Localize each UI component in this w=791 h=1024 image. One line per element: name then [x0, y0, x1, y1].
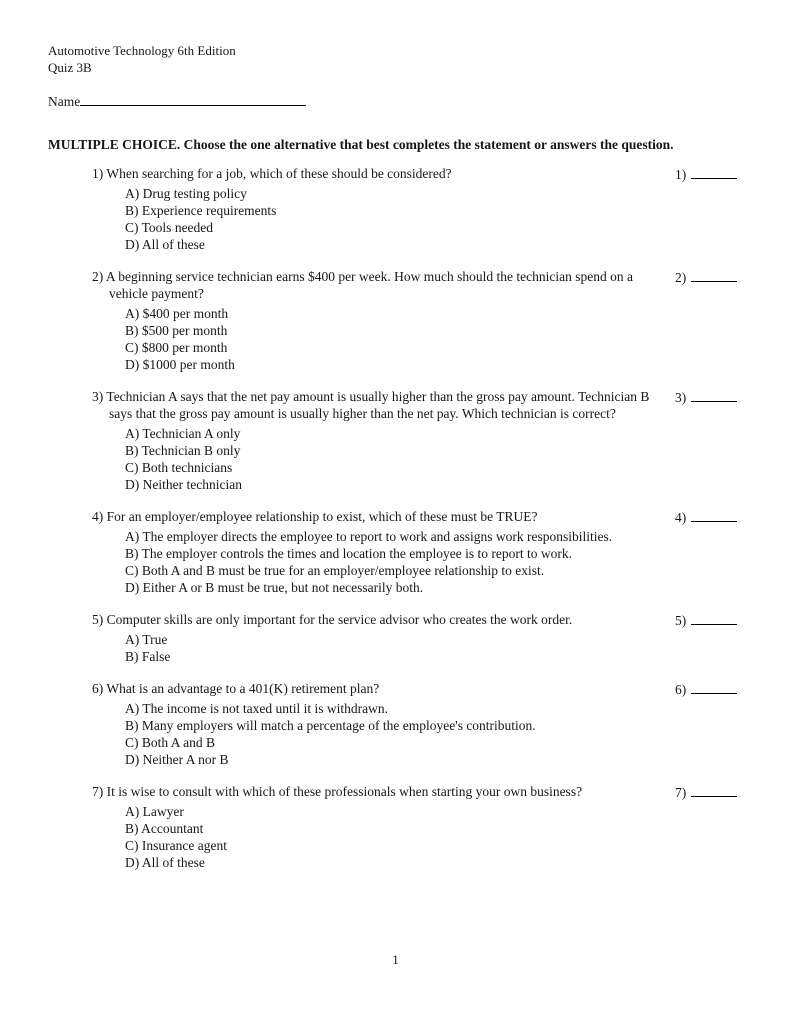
answer-number: 1)	[675, 167, 687, 182]
choice: C) Insurance agent	[125, 838, 227, 853]
question	[92, 508, 745, 596]
question-number: 7)	[92, 784, 104, 799]
question-body	[92, 611, 675, 665]
choice: A) The employer directs the employee to report to work and assigns work responsibilities.	[125, 529, 613, 544]
quiz-number: Quiz 3B	[48, 60, 92, 75]
question-stem: Computer skills are only important for the service advisor who creates the work order.	[106, 612, 573, 627]
question-stem: For an employer/employee relationship to exist, which of these must be TRUE?	[106, 509, 538, 524]
choice-list	[92, 528, 665, 596]
choice-list	[92, 305, 665, 373]
choice: A) Drug testing policy	[125, 186, 247, 201]
question-number: 4)	[92, 509, 104, 524]
choice: B) False	[125, 649, 171, 664]
name-label: Name	[48, 94, 81, 109]
question-stem-line	[92, 508, 665, 525]
choice: B) $500 per month	[125, 323, 228, 338]
answer-slot	[675, 165, 745, 183]
book-title: Automotive Technology 6th Edition	[48, 43, 236, 58]
choice: A) True	[125, 632, 168, 647]
instructions-text: MULTIPLE CHOICE. Choose the one alternative that best completes the statement or answers the question.	[48, 137, 674, 152]
page-number: 1	[392, 952, 399, 967]
name-blank-line	[80, 92, 306, 106]
question-number: 3)	[92, 389, 104, 404]
question-stem-line	[92, 388, 665, 422]
answer-blank-line	[691, 268, 737, 282]
question-number: 2)	[92, 269, 104, 284]
answer-slot	[675, 611, 745, 629]
choice-list	[92, 185, 665, 253]
answer-number: 6)	[675, 682, 687, 697]
question-number: 1)	[92, 166, 104, 181]
choice: B) Experience requirements	[125, 203, 277, 218]
choice: B) Many employers will match a percentage of the employee's contribution.	[125, 718, 536, 733]
question	[92, 680, 745, 768]
question	[92, 611, 745, 665]
choice: D) Either A or B must be true, but not necessarily both.	[125, 580, 424, 595]
answer-slot	[675, 268, 745, 286]
question-stem-line	[92, 165, 665, 182]
choice: D) Neither technician	[125, 477, 242, 492]
question-stem-line	[92, 611, 665, 628]
choice: D) All of these	[125, 855, 205, 870]
question-stem-line	[92, 783, 665, 800]
answer-blank-line	[691, 611, 737, 625]
question-number: 6)	[92, 681, 104, 696]
question-stem: What is an advantage to a 401(K) retirement plan?	[106, 681, 380, 696]
choice: C) Both technicians	[125, 460, 233, 475]
answer-blank-line	[691, 388, 737, 402]
choice-list	[92, 631, 665, 665]
question-body	[92, 165, 675, 253]
choice: A) Technician A only	[125, 426, 241, 441]
question-body	[92, 508, 675, 596]
question	[92, 388, 745, 493]
document-header	[48, 42, 745, 110]
choice: A) The income is not taxed until it is withdrawn.	[125, 701, 388, 716]
choice: C) $800 per month	[125, 340, 228, 355]
questions	[92, 165, 745, 871]
choice: A) Lawyer	[125, 804, 184, 819]
question	[92, 268, 745, 373]
answer-blank-line	[691, 680, 737, 694]
choice: C) Tools needed	[125, 220, 214, 235]
choice: C) Both A and B	[125, 735, 216, 750]
choice-list	[92, 425, 665, 493]
question-stem: A beginning service technician earns $400 per week. How much should the technician spend on a vehicle payment?	[105, 269, 633, 301]
question-body	[92, 680, 675, 768]
choice: B) Accountant	[125, 821, 204, 836]
answer-number: 7)	[675, 785, 687, 800]
question-body	[92, 783, 675, 871]
question-number: 5)	[92, 612, 104, 627]
question-stem: Technician A says that the net pay amount is usually higher than the gross pay amount. Technician B says that the gross pay amount is usually higher than the net pay. Which technician is correct?	[106, 389, 650, 421]
answer-slot	[675, 508, 745, 526]
choice-list	[92, 803, 665, 871]
answer-slot	[675, 783, 745, 801]
question-stem: It is wise to consult with which of these professionals when starting your own business?	[106, 784, 583, 799]
choice: D) Neither A nor B	[125, 752, 229, 767]
question-stem: When searching for a job, which of these should be considered?	[106, 166, 452, 181]
choice-list	[92, 700, 665, 768]
question-stem-line	[92, 680, 665, 697]
choice: B) Technician B only	[125, 443, 241, 458]
answer-slot	[675, 388, 745, 406]
choice: A) $400 per month	[125, 306, 229, 321]
choice: B) The employer controls the times and location the employee is to report to work.	[125, 546, 573, 561]
question-stem-line	[92, 268, 665, 302]
answer-number: 2)	[675, 270, 687, 285]
answer-number: 4)	[675, 510, 687, 525]
question-body	[92, 268, 675, 373]
answer-number: 3)	[675, 390, 687, 405]
name-row	[48, 92, 745, 110]
question	[92, 165, 745, 253]
answer-blank-line	[691, 508, 737, 522]
question	[92, 783, 745, 871]
question-body	[92, 388, 675, 493]
choice: D) All of these	[125, 237, 205, 252]
answer-slot	[675, 680, 745, 698]
answer-number: 5)	[675, 613, 687, 628]
answer-blank-line	[691, 165, 737, 179]
choice: C) Both A and B must be true for an employer/employee relationship to exist.	[125, 563, 545, 578]
choice: D) $1000 per month	[125, 357, 235, 372]
answer-blank-line	[691, 783, 737, 797]
